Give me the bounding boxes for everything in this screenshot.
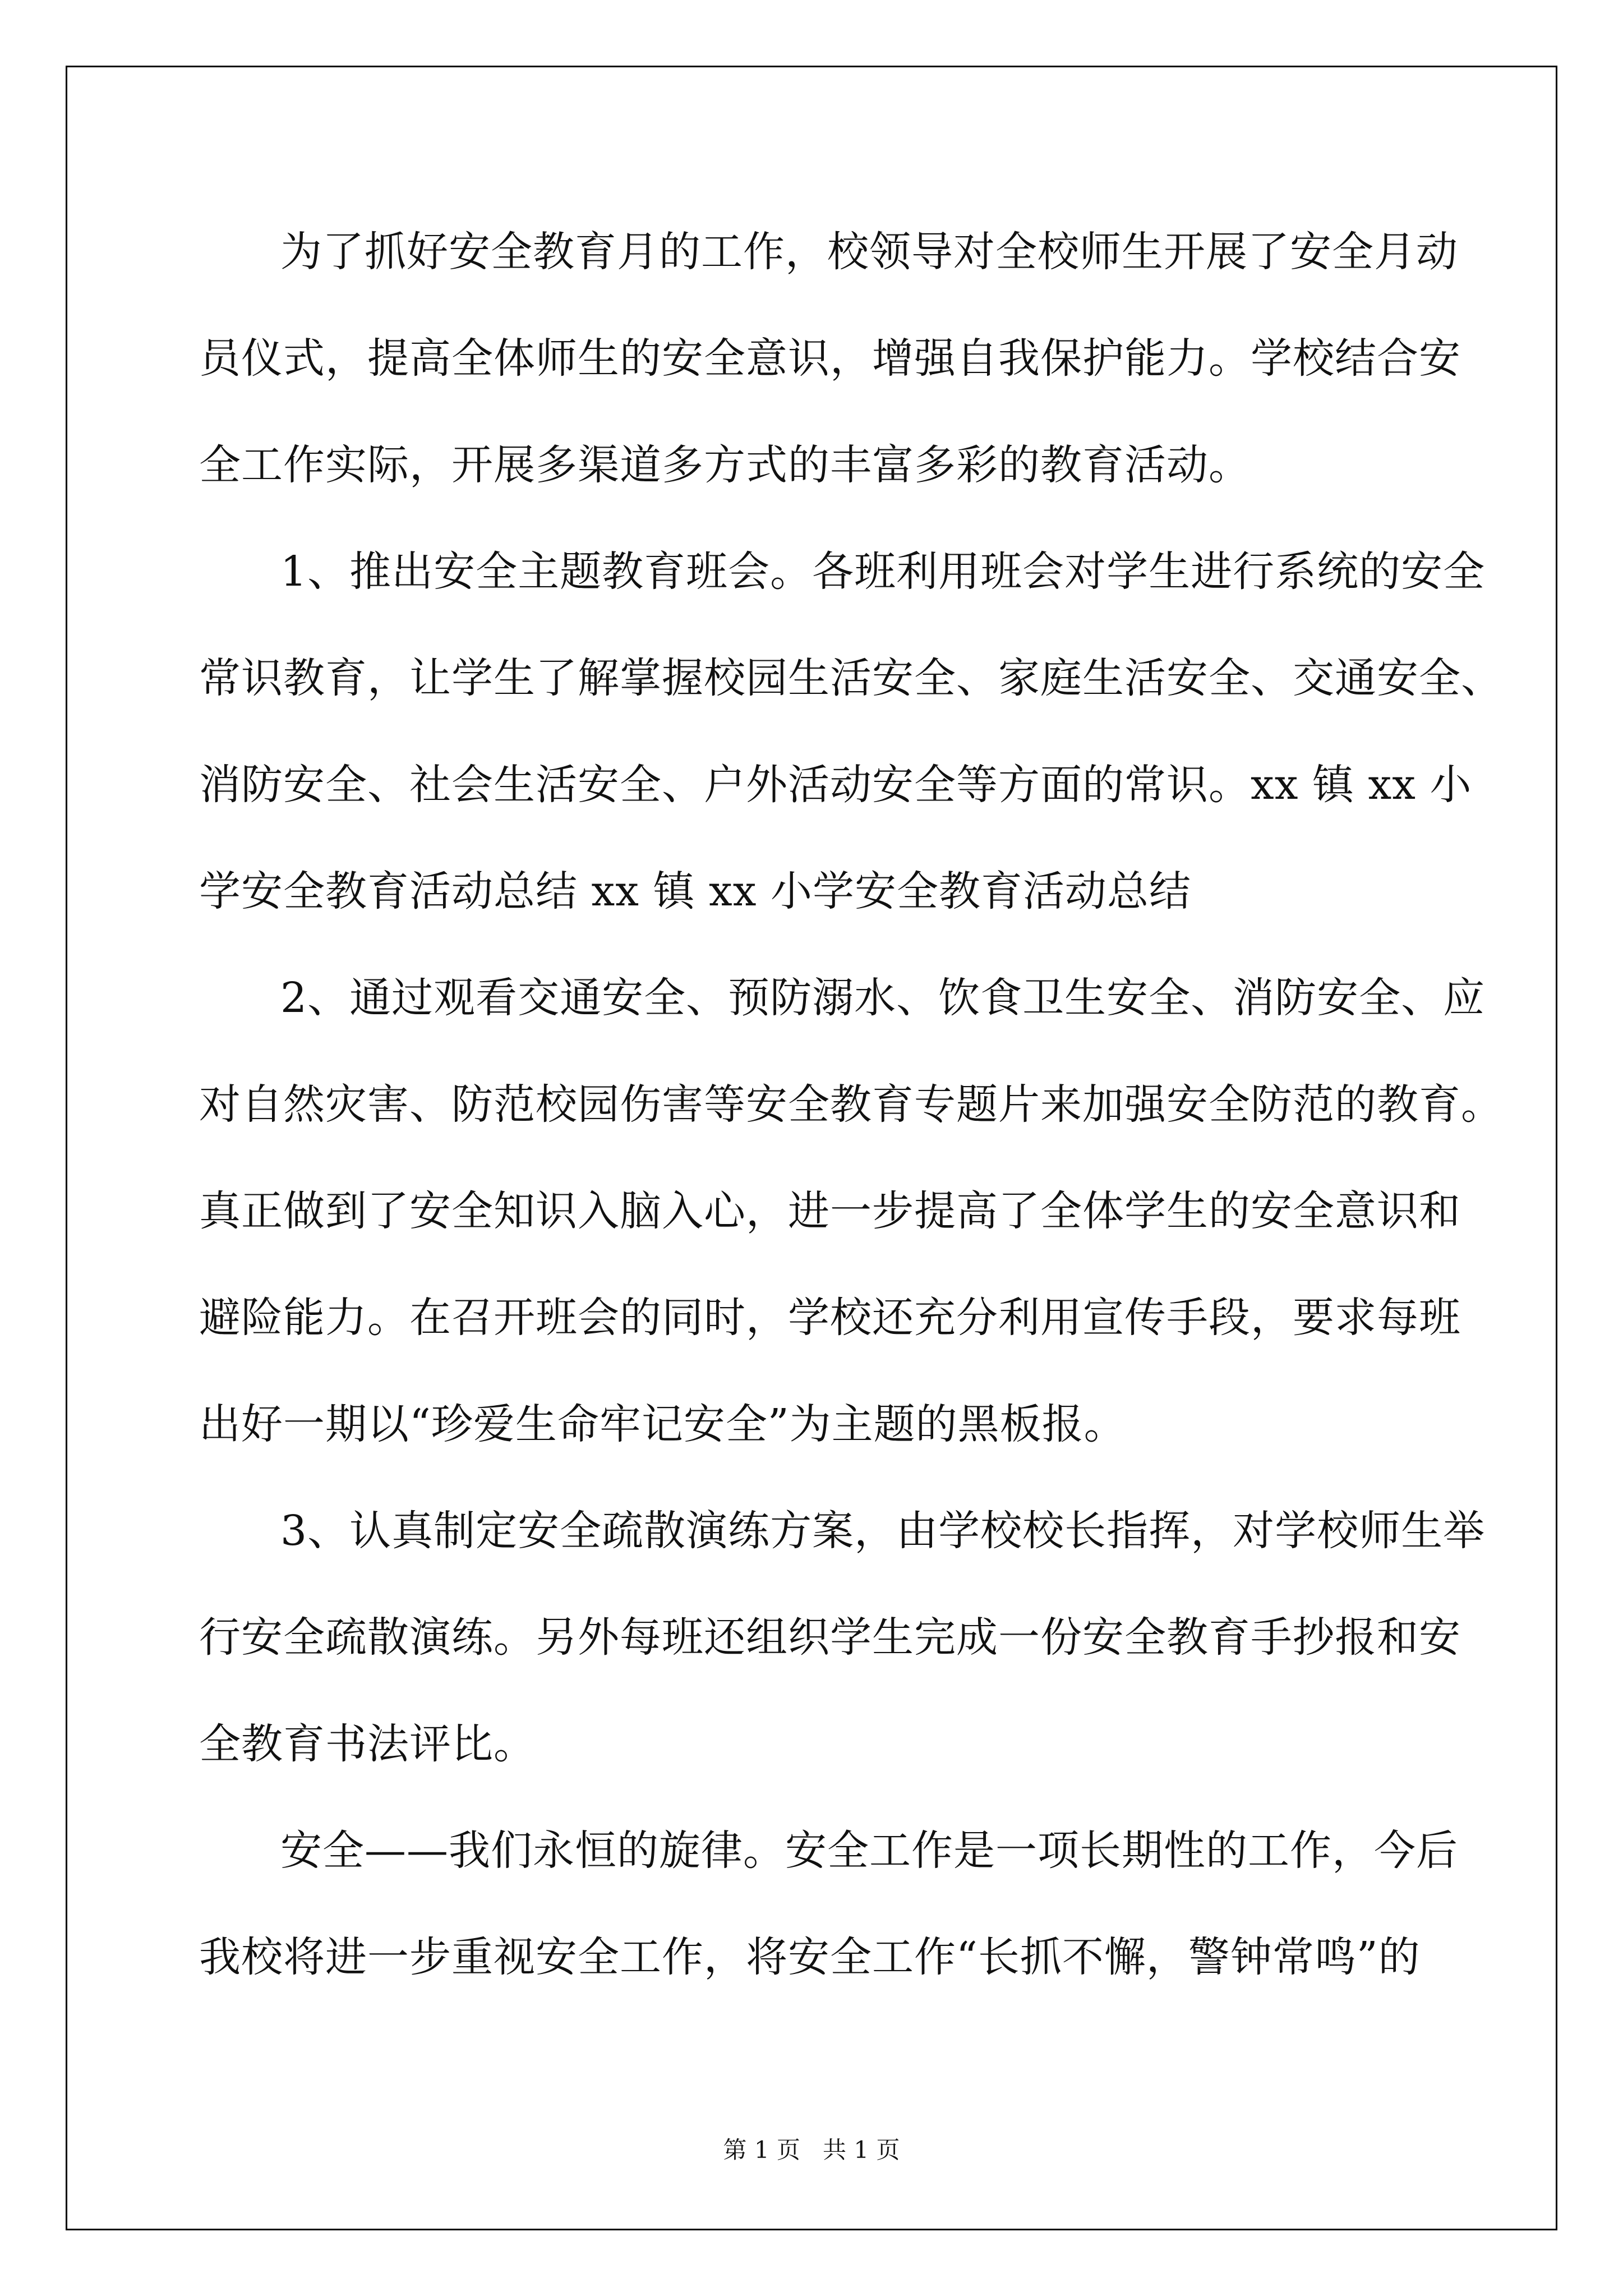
- paragraph-5-line-2: 我校将进一步重视安全工作，将安全工作“长抓不懈，警钟常鸣”的: [199, 1933, 1421, 1981]
- paragraph-4-line-1: 3、认真制定安全疏散演练方案，由学校校长指挥，对学校师生举: [280, 1507, 1486, 1555]
- paragraph-3-line-2: 对自然灾害、防范校园伤害等安全教育专题片来加强安全防范的教育。: [199, 1080, 1503, 1129]
- paragraph-1-line-2: 员仪式，提高全体师生的安全意识，增强自我保护能力。学校结合安: [199, 334, 1461, 383]
- paragraph-4-line-3: 全教育书法评比。: [199, 1720, 536, 1768]
- paragraph-2-line-2: 常识教育，让学生了解掌握校园生活安全、家庭生活安全、交通安全、: [199, 654, 1503, 702]
- paragraph-2-line-1: 1、推出安全主题教育班会。各班利用班会对学生进行系统的安全: [280, 547, 1486, 596]
- paragraph-5-line-1: 安全——我们永恒的旋律。安全工作是一项长期性的工作，今后: [280, 1826, 1458, 1875]
- paragraph-4-line-2: 行安全疏散演练。另外每班还组织学生完成一份安全教育手抄报和安: [199, 1613, 1461, 1662]
- paragraph-3-line-3: 真正做到了安全知识入脑入心，进一步提高了全体学生的安全意识和: [199, 1187, 1461, 1235]
- paragraph-1-line-3: 全工作实际，开展多渠道多方式的丰富多彩的教育活动。: [199, 441, 1251, 489]
- page-number-footer: 第 1 页 共 1 页: [723, 2136, 900, 2164]
- paragraph-3-line-5: 出好一期以“珍爱生命牢记安全”为主题的黑板报。: [199, 1400, 1126, 1448]
- paragraph-2-line-3: 消防安全、社会生活安全、户外活动安全等方面的常识。xx 镇 xx 小: [199, 761, 1472, 809]
- paragraph-2-line-4: 学安全教育活动总结 xx 镇 xx 小学安全教育活动总结: [199, 867, 1192, 915]
- paragraph-3-line-4: 避险能力。在召开班会的同时，学校还充分利用宣传手段，要求每班: [199, 1294, 1461, 1342]
- paragraph-1-line-1: 为了抓好安全教育月的工作，校领导对全校师生开展了安全月动: [280, 228, 1458, 276]
- paragraph-3-line-1: 2、通过观看交通安全、预防溺水、饮食卫生安全、消防安全、应: [280, 974, 1486, 1022]
- page-border: [66, 66, 1557, 2230]
